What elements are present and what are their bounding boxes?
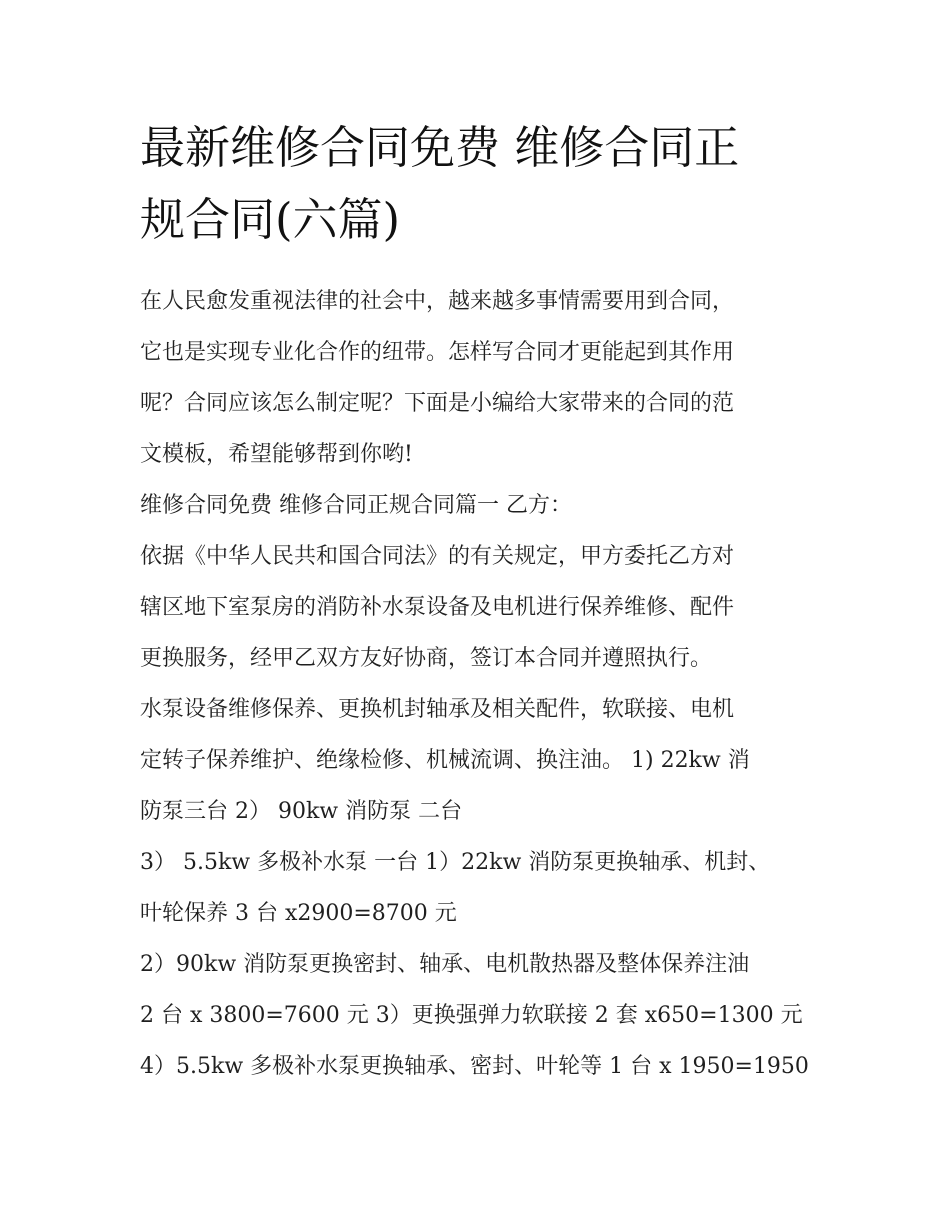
title-line-2: 规合同(六篇): [140, 193, 401, 246]
text-line: 呢？合同应该怎么制定呢？下面是小编给大家带来的合同的范: [140, 391, 735, 416]
document-title: [140, 112, 812, 256]
text-line: 3） 5.5kw 多极补水泵 一台 1）22kw 消防泵更换轴承、机封、: [140, 850, 771, 875]
text-line: 定转子保养维护、绝缘检修、机械流调、换注油。 1) 22kw 消: [140, 748, 750, 773]
section-heading: 维修合同免费 维修合同正规合同篇一 乙方：: [140, 493, 572, 518]
text-line: 水泵设备维修保养、更换机封轴承及相关配件，软联接、电机: [140, 697, 735, 722]
text-line: 4）5.5kw 多极补水泵更换轴承、密封、叶轮等 1 台 x 1950=1950: [140, 1054, 809, 1079]
text-line: 叶轮保养 3 台 x2900=8700 元: [140, 901, 457, 926]
text-line: 在人民愈发重视法律的社会中，越来越多事情需要用到合同，: [140, 289, 735, 314]
text-line: 文模板，希望能够帮到你哟!: [140, 442, 413, 467]
title-line-1: 最新维修合同免费 维修合同正: [140, 121, 740, 174]
text-line: 2）90kw 消防泵更换密封、轴承、电机散热器及整体保养注油: [140, 952, 750, 977]
text-line: 2 台 x 3800=7600 元 3）更换强弹力软联接 2 套 x650=1300 元: [140, 1003, 803, 1028]
text-line: 它也是实现专业化合作的纽带。怎样写合同才更能起到其作用: [140, 340, 735, 365]
text-line: 防泵三台 2） 90kw 消防泵 二台: [140, 799, 463, 824]
text-line: 辖区地下室泵房的消防补水泵设备及电机进行保养维修、配件: [140, 595, 735, 620]
text-line: 更换服务，经甲乙双方友好协商，签订本合同并遵照执行。: [140, 646, 713, 671]
text-line: 依据《中华人民共和国合同法》的有关规定，甲方委托乙方对: [140, 544, 735, 569]
document-body: [140, 112, 812, 1092]
